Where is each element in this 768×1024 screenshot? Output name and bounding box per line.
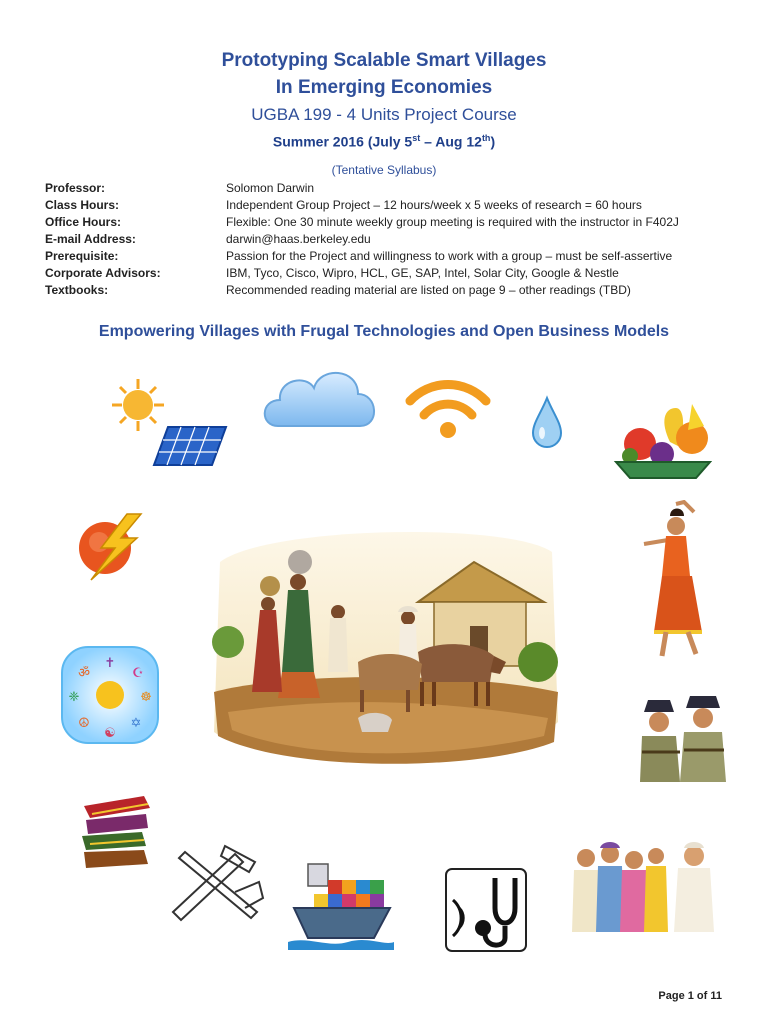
- fruit-bowl-icon: [612, 402, 712, 482]
- info-row-class-hours: Class Hours: Independent Group Project – 12 hours/week x 5 weeks of research = 60 hours: [45, 198, 642, 212]
- title-line-1: Prototyping Scalable Smart Villages: [221, 50, 547, 71]
- svg-text:☸: ☸: [140, 690, 152, 705]
- svg-text:ॐ: ॐ: [78, 666, 90, 681]
- village-scene-illustration: [208, 522, 560, 774]
- title-line-2: In Emerging Economies: [275, 77, 493, 98]
- info-row-professor: Professor: Solomon Darwin: [45, 181, 315, 195]
- lightning-icon: [75, 512, 145, 582]
- info-row-office-hours: Office Hours: Flexible: One 30 minute weekly group meeting is required with the instructor in F402J: [45, 215, 679, 229]
- course-info-table: [45, 180, 745, 299]
- page-number: Page 1 of 11: [658, 990, 722, 1002]
- info-row-corporate-advisors: Corporate Advisors: IBM, Tyco, Cisco, Wipro, HCL, GE, SAP, Intel, Solar City, Google & Nestle: [45, 266, 619, 280]
- svg-text:✡: ✡: [130, 716, 142, 731]
- police-icon: [640, 692, 726, 784]
- wifi-icon: [402, 375, 494, 439]
- svg-text:☯: ☯: [104, 726, 116, 741]
- svg-text:❈: ❈: [68, 690, 80, 705]
- info-row-textbooks: Textbooks: Recommended reading material are listed on page 9 – other readings (TBD): [45, 283, 631, 297]
- tools-icon: [165, 842, 265, 922]
- term-dates: Summer 2016 (July 5st – Aug 12th): [272, 133, 496, 150]
- subtitle: Empowering Villages with Frugal Technologies and Open Business Models: [98, 323, 670, 340]
- stethoscope-icon: [445, 868, 527, 952]
- svg-text:✝: ✝: [104, 656, 116, 671]
- svg-text:☪: ☪: [132, 666, 144, 681]
- info-row-email: E-mail Address: darwin@haas.berkeley.edu: [45, 232, 371, 246]
- cloud-icon: [258, 360, 380, 432]
- religions-icon: [60, 645, 160, 745]
- sun-solar-panel-icon: [108, 375, 228, 467]
- info-row-prerequisite: Prerequisite: Passion for the Project and willingness to work with a group – must be self-assertive: [45, 249, 673, 263]
- course-code: UGBA 199 - 4 Units Project Course: [251, 105, 517, 124]
- tentative-syllabus: (Tentative Syllabus): [331, 163, 437, 177]
- svg-text:☮: ☮: [78, 716, 90, 731]
- books-icon: [78, 792, 154, 874]
- water-drop-icon: [530, 395, 564, 450]
- cargo-ship-icon: [288, 850, 394, 950]
- villagers-icon: [570, 840, 716, 932]
- dancer-icon: [640, 500, 710, 660]
